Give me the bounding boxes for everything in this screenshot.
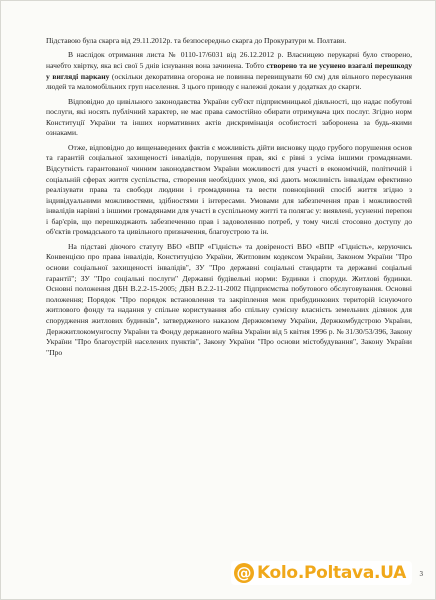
watermark-text: Kolo.Poltava.UA <box>256 563 406 583</box>
paragraph-text: Підставою була скарга від 29.11.2012р. та безпосередньо скарга до Прокуратури м. Полтави. <box>46 36 347 45</box>
site-watermark <box>231 561 412 585</box>
paragraph <box>46 36 412 47</box>
paragraph-text: Відповідно до цивільного законодавства України суб'єкт підприємницької діяльності, що надає побутові послуги, які носять публічний характер, не має права самостійно обирати отримувача цих послуг. Згідно норм Конституції України та інших нормативних актів дискримінація особистості заборонена за будь-якими ознаками. <box>46 96 412 138</box>
paragraph-text: Отже, відповідно до вищенаведених фактів є можливість дійти висновку щодо грубого порушення основ та гарантій соціальної захищеності інвалідів, порушення прав, які є рівні з усіма іншими громадянами. Відсутність гарантованої чинним законодавством України можливості для участі в економічній, політичній і соціальній сферах життя суспільства, створення необхідних умов, які дають можливість інвалідам ефективно реалізувати права та свободи людини і громадянина та вести повноцінний спосіб життя згідно з індивідуальними можливостями, здібностями і інтересами. Умовами для забезпечення прав і можливостей інвалідів нарівні з іншими громадянами для участі в суспільному житті та полягає у: виявлені, усуненні перепон і бар'єрів, що перешкоджають забезпеченню прав і задоволенню потреб, у тому числі стосовно доступу до об'єктів громадського та цивільного призначення, благоустрою та ін. <box>46 142 412 237</box>
emphasized-text: створено та не усунено взагалі перешкоду у вигляді паркану <box>46 60 412 81</box>
paragraph-text: На підставі діючого статуту ВБО «ВПР «Гідність» та довіреності ВБО «ВПР «Гідність», керуючись Конвенцією про права інвалідів, Конституцією України, Житловим кодексом України, Законом України "Про основи соціальної захищеності інвалідів", ЗУ "Про державні соціальні стандарти та державні соціальні гарантії"; ЗУ "Про соціальні послуги" Державні будівельні норми: Будинки і споруди. Житлові будинки. Основні положення ДБН В.2.2-15-2005; ДБН В.2.2-11-2002 Підприємства побутового обслуговування. Основні положення; Порядок "Про порядок встановлення та закріплення меж прибудинкових територій існуючого житлового фонду та надання у спільне користування або спільну сумісну власність земельних ділянок для спорудження житлових будинків", затвердженого наказом Держкомзему України, Держкомбудстрою України, Держжитлокомунгоспу України та Фонду державного майна України від 5 квітня 1996 р. № 31/30/53/396, Закону України "Про благоустрій населених пунктів", Закону України "Про основи містобудування", Закону України "Про <box>46 241 412 357</box>
paragraph <box>46 242 412 359</box>
paragraph <box>46 50 412 92</box>
paragraph-text: (оскільки декоративна огорожа не повинна перевищувати 60 см) для вільного пересування людей та маломобільних груп населення. З цього приводу є належні докази у додатках до скарги. <box>46 71 412 92</box>
document-body <box>46 36 412 362</box>
page-number: 3 <box>419 570 423 578</box>
paragraph <box>46 97 412 139</box>
paragraph-text: В наслідок отримання листа № 0110-17/6031 від 26.12.2012 р. Власницею перукарні було створено, начебто хвіртку, яка всі свої 5 днів існування вона зачинена. Тобто <box>46 50 412 70</box>
paragraph <box>46 143 412 238</box>
at-sign-icon: @ <box>234 563 254 583</box>
